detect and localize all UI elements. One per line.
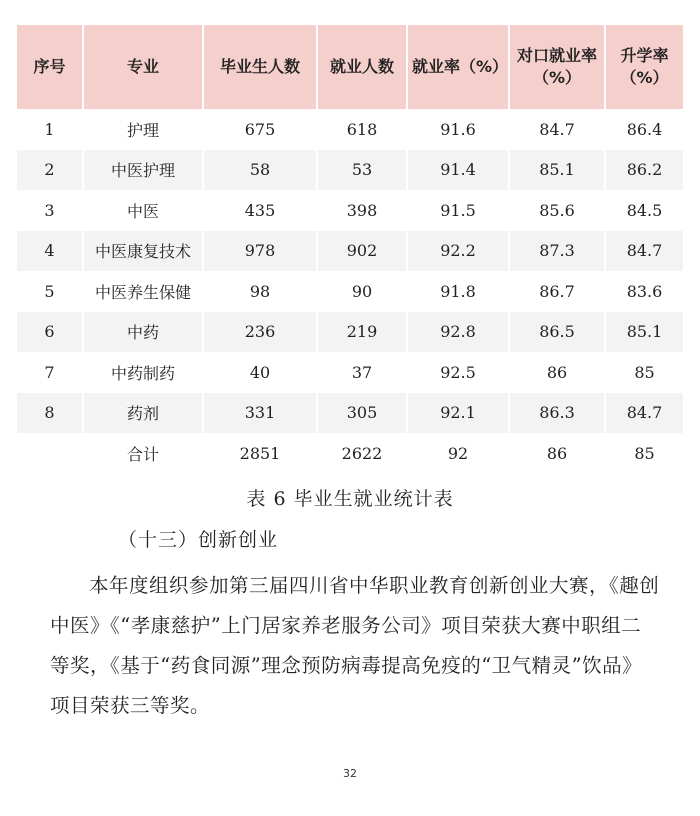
table-row: [17, 352, 683, 393]
cell-graduates: 978: [203, 231, 317, 272]
header-matched-employment-rate: 对口就业率（%）: [509, 25, 605, 109]
cell-employment-rate: 91.8: [407, 271, 509, 312]
header-row: [17, 25, 683, 109]
cell-employment-rate: 92.5: [407, 352, 509, 393]
cell-index: [17, 433, 83, 474]
cell-graduates: 98: [203, 271, 317, 312]
section-heading: （十三）创新创业: [118, 529, 279, 551]
table-row: [17, 231, 683, 272]
cell-index: 8: [17, 393, 83, 434]
cell-further-study-rate: 86.2: [605, 150, 683, 191]
cell-matched-rate: 86.3: [509, 393, 605, 434]
table-row: [17, 109, 683, 150]
table-body: [17, 109, 683, 474]
cell-total-employment-rate: 92: [407, 433, 509, 474]
cell-further-study-rate: 85.1: [605, 312, 683, 353]
cell-major: 中医: [83, 190, 203, 231]
cell-employed: 305: [317, 393, 407, 434]
cell-major: 护理: [83, 109, 203, 150]
table-row: [17, 190, 683, 231]
cell-employed: 902: [317, 231, 407, 272]
table-row: [17, 150, 683, 191]
cell-graduates: 236: [203, 312, 317, 353]
cell-major: 中医康复技术: [83, 231, 203, 272]
cell-index: 4: [17, 231, 83, 272]
cell-matched-rate: 85.1: [509, 150, 605, 191]
cell-employment-rate: 92.2: [407, 231, 509, 272]
cell-matched-rate: 86: [509, 352, 605, 393]
cell-further-study-rate: 84.5: [605, 190, 683, 231]
cell-employment-rate: 91.6: [407, 109, 509, 150]
table-row: [17, 271, 683, 312]
cell-further-study-rate: 83.6: [605, 271, 683, 312]
cell-major: 中药: [83, 312, 203, 353]
cell-employed: 90: [317, 271, 407, 312]
cell-graduates: 58: [203, 150, 317, 191]
cell-total-label: 合计: [83, 433, 203, 474]
cell-index: 1: [17, 109, 83, 150]
cell-graduates: 331: [203, 393, 317, 434]
cell-employment-rate: 91.5: [407, 190, 509, 231]
cell-matched-rate: 86.7: [509, 271, 605, 312]
header-employed: 就业人数: [317, 25, 407, 109]
cell-further-study-rate: 85: [605, 352, 683, 393]
cell-total-employed: 2622: [317, 433, 407, 474]
cell-further-study-rate: 84.7: [605, 393, 683, 434]
cell-further-study-rate: 86.4: [605, 109, 683, 150]
table-row: [17, 312, 683, 353]
cell-employment-rate: 91.4: [407, 150, 509, 191]
header-major: 专业: [83, 25, 203, 109]
cell-total-matched-rate: 86: [509, 433, 605, 474]
page-number: 32: [343, 767, 357, 780]
table-caption: 表 6 毕业生就业统计表: [246, 488, 454, 510]
header-index: 序号: [17, 25, 83, 109]
cell-major: 中医养生保健: [83, 271, 203, 312]
cell-index: 7: [17, 352, 83, 393]
cell-major: 中医护理: [83, 150, 203, 191]
cell-employed: 618: [317, 109, 407, 150]
total-row: [17, 433, 683, 474]
cell-major: 中药制药: [83, 352, 203, 393]
cell-major: 药剂: [83, 393, 203, 434]
employment-stats-table: [17, 25, 683, 474]
cell-total-graduates: 2851: [203, 433, 317, 474]
cell-graduates: 435: [203, 190, 317, 231]
cell-employed: 219: [317, 312, 407, 353]
cell-total-further-study-rate: 85: [605, 433, 683, 474]
cell-index: 3: [17, 190, 83, 231]
body-paragraph: 本年度组织参加第三届四川省中华职业教育创新创业大赛，《趣创中医》《“孝康慈护”上门居家养老服务公司》项目荣获大赛中职组二等奖，《基于“药食同源”理念预防病毒提高免疫的“卫气精灵”饮品》项目荣获三等奖。: [50, 574, 660, 717]
table-row: [17, 393, 683, 434]
table-header: [17, 25, 683, 109]
cell-employment-rate: 92.8: [407, 312, 509, 353]
cell-graduates: 40: [203, 352, 317, 393]
cell-graduates: 675: [203, 109, 317, 150]
cell-matched-rate: 86.5: [509, 312, 605, 353]
cell-employed: 398: [317, 190, 407, 231]
cell-employed: 53: [317, 150, 407, 191]
header-employment-rate: 就业率（%）: [407, 25, 509, 109]
cell-index: 2: [17, 150, 83, 191]
header-graduates: 毕业生人数: [203, 25, 317, 109]
cell-further-study-rate: 84.7: [605, 231, 683, 272]
cell-employed: 37: [317, 352, 407, 393]
header-further-study-rate: 升学率（%）: [605, 25, 683, 109]
cell-matched-rate: 85.6: [509, 190, 605, 231]
cell-matched-rate: 84.7: [509, 109, 605, 150]
cell-employment-rate: 92.1: [407, 393, 509, 434]
cell-index: 5: [17, 271, 83, 312]
cell-index: 6: [17, 312, 83, 353]
cell-matched-rate: 87.3: [509, 231, 605, 272]
